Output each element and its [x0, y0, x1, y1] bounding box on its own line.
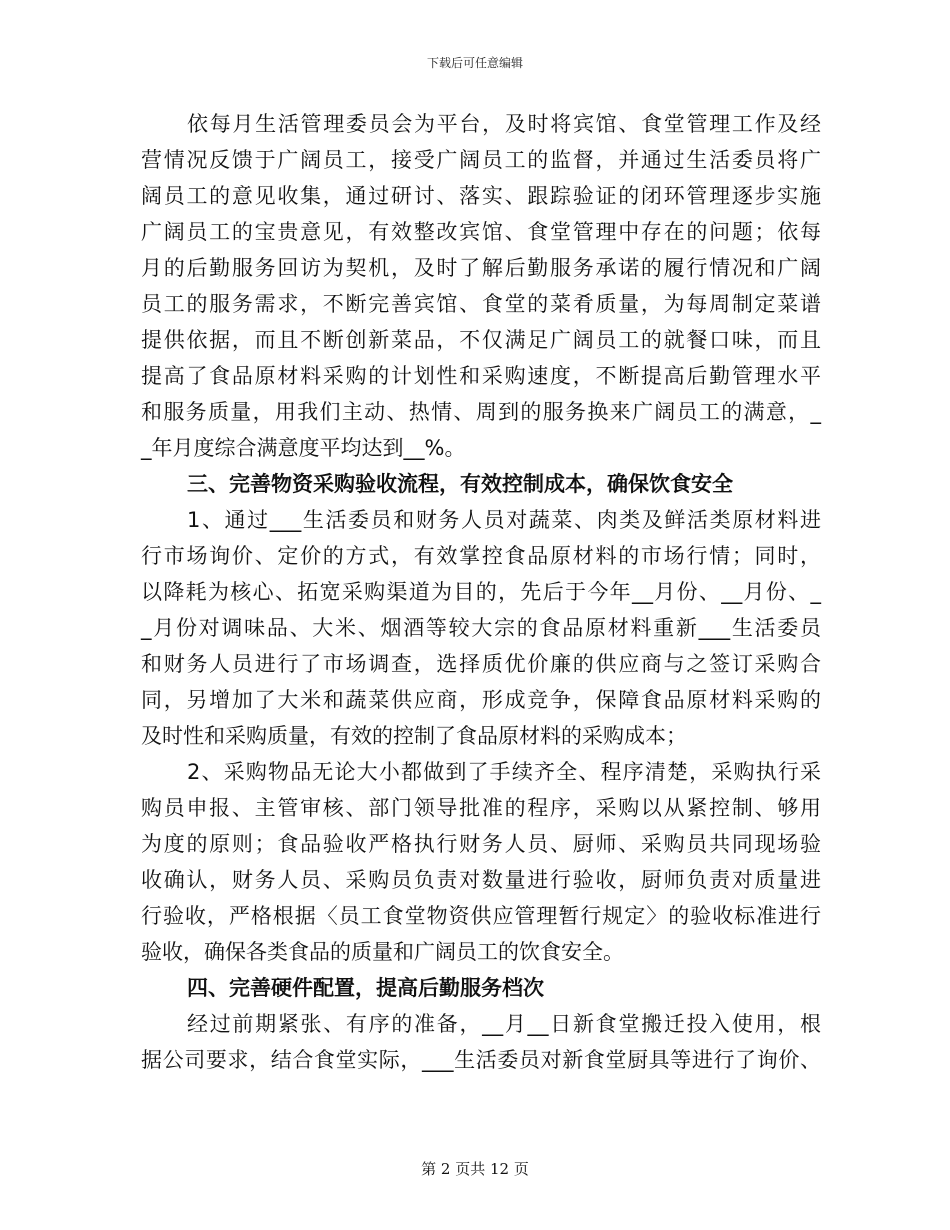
section-heading: 四、完善硬件配置，提高后勤服务档次 — [187, 976, 544, 1000]
page-footer: 第 2 页共 12 页 — [421, 1160, 529, 1178]
paragraph-line: _年月度综合满意度平均达到__%。 — [141, 436, 466, 460]
paragraph-line: 和财务人员进行了市场调查，选择质优价廉的供应商与之签订采购合 — [141, 652, 821, 676]
paragraph-line: 同，另增加了大米和蔬菜供应商，形成竞争，保障食品原材料采购的 — [141, 688, 821, 712]
paragraph-line: _月份对调味品、大米、烟酒等较大宗的食品原材料重新___生活委员 — [141, 616, 821, 640]
paragraph-line: 月的后勤服务回访为契机，及时了解后勤服务承诺的履行情况和广阔 — [141, 256, 821, 280]
paragraph-line: 行验收，严格根据〈员工食堂物资供应管理暂行规定〉的验收标准进行 — [141, 904, 821, 928]
paragraph-line: 1、通过___生活委员和财务人员对蔬菜、肉类及鲜活类原材料进 — [187, 508, 821, 532]
paragraph-line: 经过前期紧张、有序的准备，__月__日新食堂搬迁投入使用，根 — [187, 1012, 821, 1036]
paragraph-line: 和服务质量，用我们主动、热情、周到的服务换来广阔员工的满意，_ — [141, 400, 821, 424]
paragraph-line: 2、采购物品无论大小都做到了手续齐全、程序清楚，采购执行采 — [187, 760, 821, 784]
paragraph-line: 员工的服务需求，不断完善宾馆、食堂的菜肴质量，为每周制定菜谱 — [141, 292, 821, 316]
paragraph-line: 验收，确保各类食品的质量和广阔员工的饮食安全。 — [141, 940, 624, 964]
page-header: 下载后可任意编辑 — [426, 56, 523, 70]
paragraph-line: 提高了食品原材料采购的计划性和采购速度，不断提高后勤管理水平 — [141, 364, 821, 388]
paragraph-line: 广阔员工的宝贵意见，有效整改宾馆、食堂管理中存在的问题；依每 — [141, 220, 821, 244]
paragraph-line: 购员申报、主管审核、部门领导批准的程序，采购以从紧控制、够用 — [141, 796, 821, 820]
paragraph-line: 提供依据，而且不断创新菜品，不仅满足广阔员工的就餐口味，而且 — [141, 328, 821, 352]
paragraph-line: 行市场询价、定价的方式，有效掌控食品原材料的市场行情；同时， — [141, 544, 821, 568]
paragraph-line: 依每月生活管理委员会为平台，及时将宾馆、食堂管理工作及经 — [187, 112, 821, 136]
paragraph-line: 阔员工的意见收集，通过研讨、落实、跟踪验证的闭环管理逐步实施 — [141, 184, 821, 208]
paragraph-line: 以降耗为核心、拓宽采购渠道为目的，先后于今年__月份、__月份、_ — [141, 580, 821, 604]
paragraph-line: 营情况反馈于广阔员工，接受广阔员工的监督，并通过生活委员将广 — [141, 148, 821, 172]
paragraph-line: 收确认，财务人员、采购员负责对数量进行验收，厨师负责对质量进 — [141, 868, 821, 892]
paragraph-line: 据公司要求，结合食堂实际，___生活委员对新食堂厨具等进行了询价、 — [141, 1048, 821, 1072]
paragraph-line: 为度的原则；食品验收严格执行财务人员、厨师、采购员共同现场验 — [141, 832, 821, 856]
section-heading: 三、完善物资采购验收流程，有效控制成本，确保饮食安全 — [187, 472, 733, 496]
paragraph-line: 及时性和采购质量，有效的控制了食品原材料的采购成本； — [141, 724, 687, 748]
